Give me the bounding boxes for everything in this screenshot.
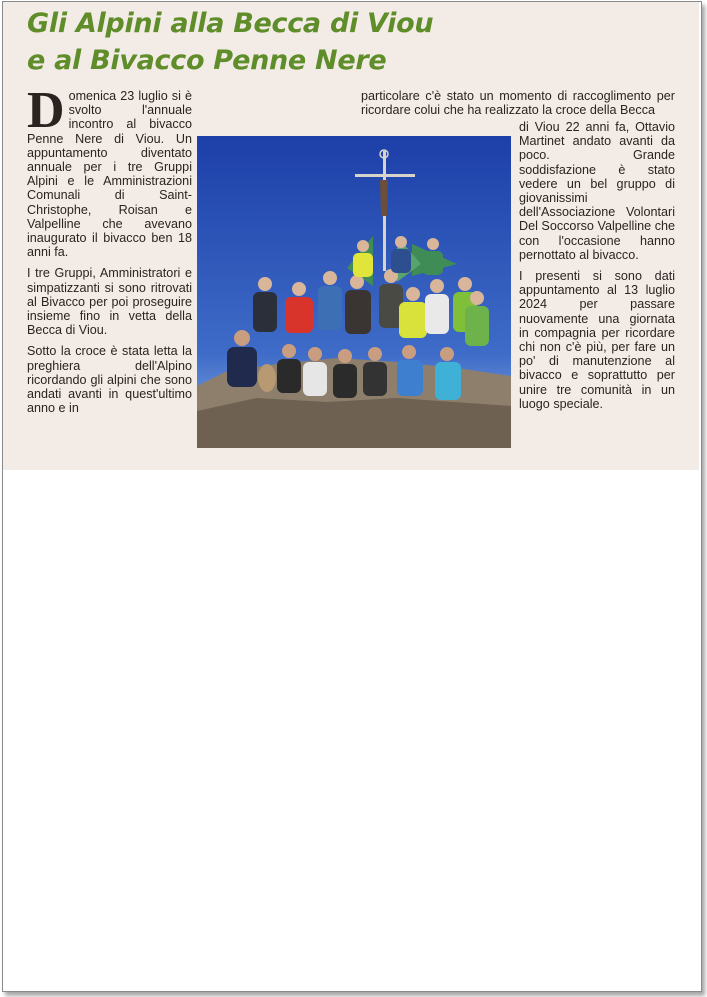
paragraph-2: I tre Gruppi, Amministratori e simpatizzanti si sono ritrovati al Bivacco per poi proseguire insieme fino in vetta della Becca di Viou.: [27, 266, 192, 338]
article-column-right: [519, 120, 675, 418]
group-photo: [197, 136, 511, 448]
group-photo-summit-image: [197, 136, 511, 448]
drop-cap: D: [27, 82, 65, 139]
article-title-line-2: e al Bivacco Penne Nere: [27, 45, 387, 76]
article-column-right-top: particolare c'è stato un momento di raccoglimento per ricordare colui che ha realizzato la croce della Becca: [361, 89, 675, 118]
article-column-left: [27, 82, 193, 422]
paragraph-3: Sotto la croce è stata letta la preghiera dell'Alpino ricordando gli alpini che sono andati avanti in quest'ultimo anno e in: [27, 344, 192, 416]
article-title-line-1: Gli Alpini alla Becca di Viou: [27, 8, 434, 39]
lead-text: omenica 23 luglio si è svolto l'annuale incontro al bivacco Penne Nere di Viou.: [27, 89, 192, 146]
lead-paragraph: [27, 82, 193, 260]
paragraph-1-text: Un appuntamento diventato annuale per i tre Gruppi Alpini e le Amministrazioni Comunali di Saint-Christophe, Roisan e Valpelline che avevano inaugurato il bivacco ben 18 anni fa.: [27, 131, 193, 260]
paragraph-5: I presenti si sono dati appuntamento al 13 luglio 2024 per passare nuovamente una giornata in compagnia per ricordare chi non c'è più, per fare un po' di manutenzione al bivacco e soprattutto per unire tre comunità in un luogo speciale.: [519, 269, 675, 411]
paragraph-4: di Viou 22 anni fa, Ottavio Martinet andato avanti da poco. Grande soddisfazione è stato vedere un bel gruppo di giovanissimi dell'Associazione Volontari Del Soccorso Valpelline che con l'occasione hanno pernottato al bivacco.: [519, 120, 675, 262]
